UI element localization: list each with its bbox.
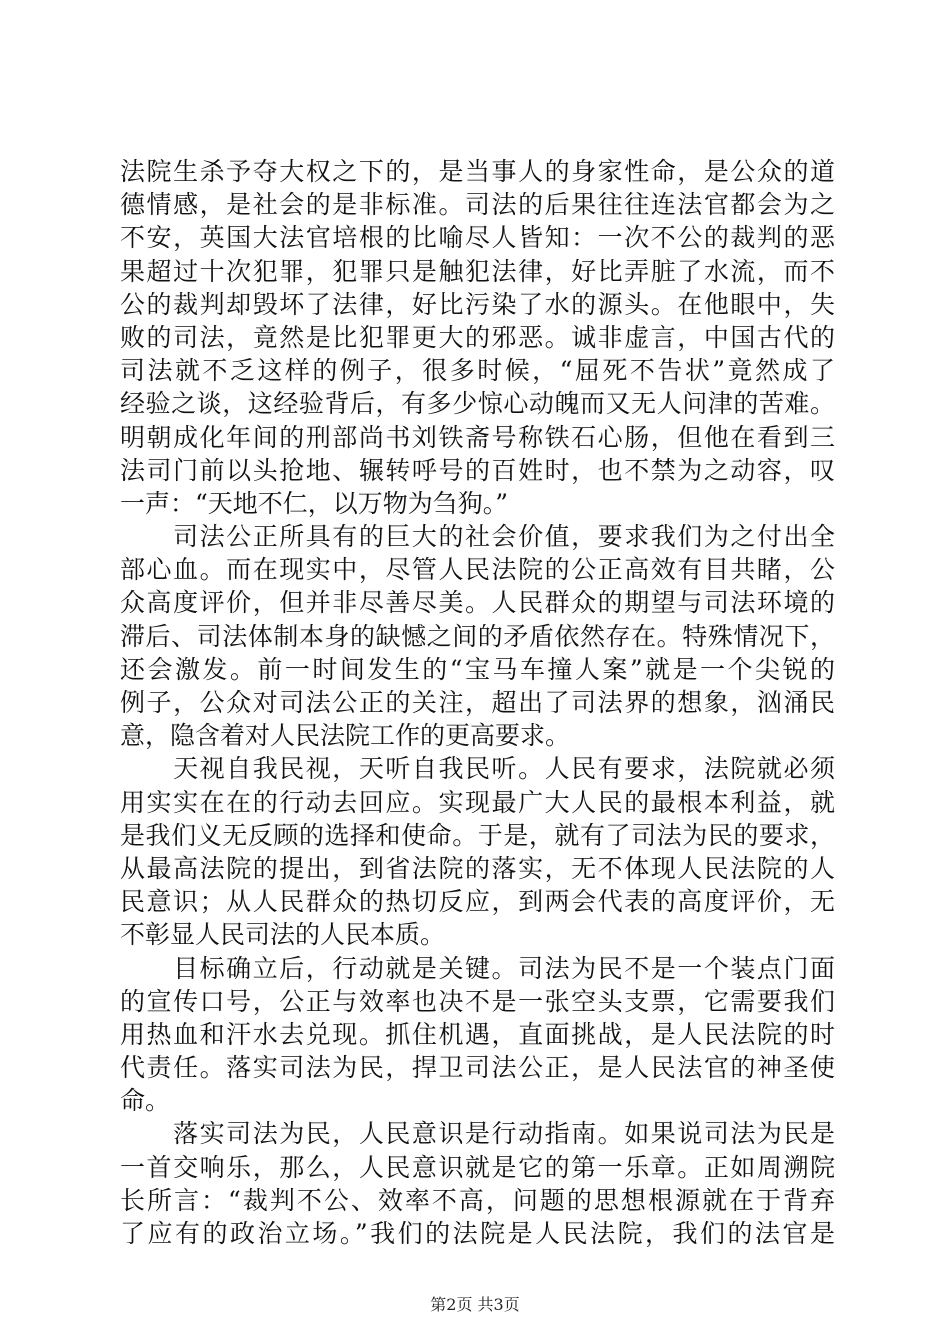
text-line: 还会激发。前一时间发生的“宝马车撞人案”就是一个尖锐的 — [120, 654, 835, 684]
body-text — [120, 155, 835, 1250]
text-line: 众高度评价，但并非尽善尽美。人民群众的期望与司法环境的 — [120, 588, 835, 618]
text-line: 命。 — [120, 1086, 171, 1116]
text-line: 一首交响乐，那么，人民意识就是它的第一乐章。正如周溯院 — [120, 1152, 835, 1182]
text-line: 不安，英国大法官培根的比喻尽人皆知：一次不公的裁判的恶 — [120, 223, 835, 253]
text-line: 了应有的政治立场。”我们的法院是人民法院，我们的法官是 — [120, 1219, 835, 1248]
text-line: 一声：“天地不仁，以万物为刍狗。” — [120, 488, 509, 518]
text-line: 部心血。而在现实中，尽管人民法院的公正高效有目共睹，公 — [120, 555, 835, 585]
text-line: 从最高法院的提出，到省法院的落实，无不体现人民法院的人 — [120, 853, 835, 883]
page-footer: 第2页 共3页 — [430, 1295, 520, 1314]
text-line: 落实司法为民，人民意识是行动指南。如果说司法为民是 — [120, 1119, 835, 1149]
text-line: 司法就不乏这样的例子，很多时候，“屈死不告状”竟然成了 — [120, 356, 835, 386]
text-line: 明朝成化年间的刑部尚书刘铁斋号称铁石心肠，但他在看到三 — [120, 422, 835, 452]
text-line: 代责任。落实司法为民，捍卫司法公正，是人民法官的神圣使 — [120, 1053, 835, 1083]
text-line: 用实实在在的行动去回应。实现最广大人民的最根本利益，就 — [120, 787, 835, 817]
text-line: 法司门前以头抢地、辗转呼号的百姓时，也不禁为之动容，叹 — [120, 455, 835, 485]
text-line: 经验之谈，这经验背后，有多少惊心动魄而又无人问津的苦难。 — [120, 389, 835, 419]
text-line: 滞后、司法体制本身的缺憾之间的矛盾依然存在。特殊情况下， — [120, 621, 835, 651]
text-line: 败的司法，竟然是比犯罪更大的邪恶。诚非虚言，中国古代的 — [120, 322, 835, 352]
text-line: 意，隐含着对人民法院工作的更高要求。 — [120, 721, 571, 751]
text-line: 民意识；从人民群众的热切反应，到两会代表的高度评价，无 — [120, 887, 835, 917]
text-line: 用热血和汗水去兑现。抓住机遇，直面挑战，是人民法院的时 — [120, 1019, 835, 1049]
text-line: 果超过十次犯罪，犯罪只是触犯法律，好比弄脏了水流，而不 — [120, 256, 835, 286]
text-line: 公的裁判却毁坏了法律，好比污染了水的源头。在他眼中，失 — [120, 289, 835, 319]
text-line: 法院生杀予夺大权之下的，是当事人的身家性命，是公众的道 — [120, 157, 835, 186]
text-line: 是我们义无反顾的选择和使命。于是，就有了司法为民的要求， — [120, 820, 835, 850]
text-line: 不彰显人民司法的人民本质。 — [120, 920, 446, 950]
text-line: 司法公正所具有的巨大的社会价值，要求我们为之付出全 — [120, 522, 835, 552]
text-line: 例子，公众对司法公正的关注，超出了司法界的想象，汹涌民 — [120, 688, 835, 717]
text-line: 的宣传口号，公正与效率也决不是一张空头支票，它需要我们 — [120, 986, 835, 1016]
text-line: 长所言：“裁判不公、效率不高，问题的思想根源就在于背弃 — [120, 1185, 835, 1215]
text-line: 天视自我民视，天听自我民听。人民有要求，法院就必须 — [120, 754, 835, 784]
text-line: 目标确立后，行动就是关键。司法为民不是一个装点门面 — [120, 953, 835, 983]
text-line: 德情感，是社会的是非标准。司法的后果往往连法官都会为之 — [120, 190, 835, 220]
